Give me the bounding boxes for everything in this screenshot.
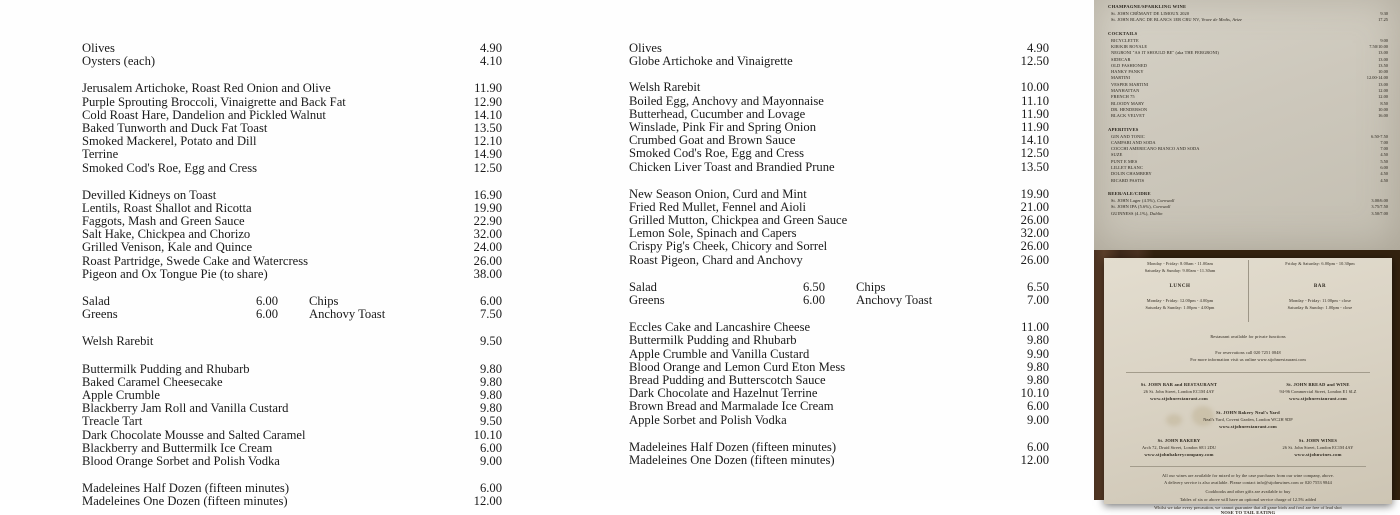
- menu-item-name: Buttermilk Pudding and Rhubarb: [82, 361, 250, 376]
- menu-item-price: 12.50: [1020, 146, 1049, 161]
- menu-item-name: Lemon Sole, Spinach and Capers: [629, 226, 797, 241]
- drinks-item-price: 6.50-7.50: [1371, 133, 1388, 139]
- menu-item-price: 6.00: [1026, 399, 1049, 414]
- drinks-item-name: HANKY PANKY: [1111, 69, 1144, 75]
- drinks-item-price: 3.00/6.00: [1371, 197, 1388, 203]
- menu-row: [629, 334, 1049, 347]
- menu-item-name: Madeleines One Dozen (fifteen minutes): [629, 452, 835, 467]
- menu-row: [629, 400, 1049, 413]
- menu-item-name: Grilled Venison, Kale and Quince: [82, 240, 253, 255]
- menu-item-name: Madeleines Half Dozen (fifteen minutes): [629, 439, 837, 454]
- menu-item-name: Smoked Cod's Roe, Egg and Cress: [82, 160, 258, 175]
- menu-row: [629, 188, 1049, 201]
- venue-website: www.stjohnrestaurant.com: [1219, 424, 1277, 429]
- column-divider: [1248, 260, 1249, 322]
- menu-item-price: 11.90: [1021, 119, 1049, 134]
- drinks-item-price: 4.50: [1380, 152, 1388, 158]
- menu-item-name: Terrine: [82, 147, 119, 162]
- menu-item-name: Blackberry and Buttermilk Ice Cream: [82, 440, 273, 455]
- drinks-item-producer: Cornwall: [1155, 197, 1175, 203]
- drinks-item-name: GIN AND TONIC: [1111, 133, 1145, 139]
- menu-item-price: 24.00: [473, 240, 502, 255]
- menu-item-price: 26.00: [1020, 239, 1049, 254]
- menu-item-price: 21.00: [1020, 199, 1049, 214]
- drinks-item-name: SIDECAR: [1111, 56, 1131, 62]
- menu-item-name: Baked Tunworth and Duck Fat Toast: [82, 120, 268, 135]
- menu-item-price: 9.80: [479, 374, 502, 389]
- drinks-item-name: DR. HENDERSON: [1111, 106, 1148, 112]
- menu-row: [629, 55, 1049, 68]
- menu-item-name: Boiled Egg, Anchovy and Mayonnaise: [629, 93, 824, 108]
- menu-item-price: 9.50: [479, 414, 502, 429]
- drinks-item-producer: Cornwall: [1151, 204, 1171, 210]
- menu-item-name: Smoked Mackerel, Potato and Dill: [82, 134, 257, 149]
- menu-item-price: 9.80: [479, 361, 502, 376]
- menu-item-price: 9.00: [479, 453, 502, 468]
- drinks-item-name: St. JOHN IPA (5.6%), Cornwall: [1111, 204, 1171, 210]
- menu-item-price: 38.00: [473, 266, 502, 281]
- menu-item-price: 4.10: [479, 54, 502, 69]
- drinks-item-price: 7.50/10.00: [1369, 43, 1388, 49]
- menu-item-name: Fried Red Mullet, Fennel and Aioli: [629, 199, 806, 214]
- more-info-note: For more information visit us online www.stjohnrestaurant.com: [1190, 357, 1306, 362]
- menu-row: [82, 495, 502, 508]
- menu-item-price: 9.80: [1026, 372, 1049, 387]
- stain-mark: [1192, 406, 1214, 426]
- drinks-item-name: PUNT E MES: [1111, 158, 1138, 164]
- drinks-item-price: 9.00: [1380, 37, 1388, 43]
- drinks-item-name: NEGRONI "AS IT SHOULD BE" (aka THE FERGRONI): [1111, 50, 1219, 56]
- menu-row: [82, 376, 502, 389]
- menu-item-name: Welsh Rarebit: [629, 80, 701, 95]
- menu-row: [82, 442, 502, 455]
- menu-row: [82, 162, 502, 175]
- menu-item-name: Salt Hake, Chickpea and Chorizo: [82, 227, 251, 242]
- menu-group-sides-left: [82, 295, 502, 321]
- menu-item-name: Dark Chocolate Mousse and Salted Caramel: [82, 427, 306, 442]
- menu-item-name: Grilled Mutton, Chickpea and Green Sauce: [629, 213, 848, 228]
- menu-item-name: Jerusalem Artichoke, Roast Red Onion and Olive: [82, 81, 331, 96]
- group-gap: [82, 281, 502, 295]
- venue-website: www.stjohnrestaurant.com: [1150, 396, 1208, 401]
- venue-name: St. JOHN BAR and RESTAURANT: [1140, 382, 1218, 387]
- bar-hours-weekday: Monday - Friday: 11.00pm - close: [1289, 298, 1351, 303]
- menu-item-price: 9.00: [1026, 412, 1049, 427]
- menu-item-price: 4.90: [1026, 41, 1049, 55]
- menu-row: [629, 348, 1049, 361]
- menu-row: [629, 441, 1049, 454]
- menu-item-name: Apple Crumble: [82, 387, 160, 402]
- drinks-item-price: 5.50: [1380, 158, 1388, 164]
- drinks-item-price: 10.00: [1378, 106, 1388, 112]
- drinks-item-name: BLACK VELVET: [1111, 113, 1145, 119]
- venue-website: www.stjohnrestaurant.com: [1289, 396, 1347, 401]
- menu-group-madeleines-right: [629, 441, 1049, 467]
- side-name: Salad: [82, 294, 110, 308]
- menu-item-price: 14.10: [473, 107, 502, 122]
- drinks-item-price: 12.00: [1378, 88, 1388, 93]
- side-price: 7.50: [479, 307, 502, 322]
- menu-item-price: 19.90: [473, 200, 502, 215]
- menu-row: [82, 335, 502, 348]
- menu-item-price: 14.10: [1020, 133, 1049, 148]
- menu-item-price: 9.80: [1026, 359, 1049, 374]
- menu-item-name: Buttermilk Pudding and Rhubarb: [629, 333, 797, 348]
- menu-item-name: Crispy Pig's Cheek, Chicory and Sorrel: [629, 239, 828, 254]
- drinks-item-price: 7.00: [1380, 146, 1388, 152]
- drinks-item-name: CAMPARI AND SODA: [1111, 139, 1156, 145]
- menu-item-price: 9.90: [1026, 346, 1049, 361]
- drinks-item-name: DOLIN CHAMBERY: [1111, 171, 1152, 177]
- menu-item-price: 19.90: [1020, 186, 1049, 201]
- menu-item-name: Faggots, Mash and Green Sauce: [82, 214, 245, 229]
- menu-item-name: Olives: [629, 41, 662, 55]
- menu-item-price: 26.00: [1020, 252, 1049, 267]
- bar-hours-weekend: Saturday & Sunday: 1.00pm - close: [1287, 305, 1353, 310]
- menu-item-price: 6.00: [479, 440, 502, 455]
- side-name: Salad: [629, 279, 657, 294]
- menu-row: [82, 402, 502, 415]
- drinks-item-price: 7.00: [1380, 139, 1388, 145]
- menu-item-price: 11.00: [1021, 320, 1049, 335]
- menu-item-name: Bread Pudding and Butterscotch Sauce: [629, 372, 826, 387]
- hours-dinner-weekend: Friday & Saturday: 6.00pm - 10.30pm: [1285, 261, 1355, 266]
- footnote-service-charge: Tables of six or above will have an optional service charge of 12.5% added: [1179, 497, 1317, 502]
- private-functions-note: Restaurant available for private functions: [1210, 334, 1286, 339]
- menu-item-name: Roast Partridge, Swede Cake and Watercress: [82, 253, 309, 268]
- drinks-item-name: LILLET BLANC: [1111, 165, 1143, 170]
- menu-item-name: Madeleines Half Dozen (fifteen minutes): [82, 481, 290, 496]
- menu-item-price: 26.00: [1020, 213, 1049, 228]
- drinks-item-price: 12.00-14.00: [1366, 75, 1388, 81]
- menu-item-name: Cold Roast Hare, Dandelion and Pickled Walnut: [82, 107, 326, 122]
- menu-item-name: Apple Sorbet and Polish Vodka: [629, 412, 787, 427]
- drinks-section-heading: APERITIVES: [1108, 126, 1139, 132]
- menu-item-name: New Season Onion, Curd and Mint: [629, 186, 807, 201]
- venue-name: St. JOHN Bakery Neal's Yard: [1216, 410, 1280, 415]
- menu-item-price: 32.00: [473, 227, 502, 242]
- menu-group-starters-left: [82, 82, 502, 174]
- drinks-item-name: MARTINI: [1111, 75, 1131, 81]
- footnote-lead-shot: Whilst we take every precaution, we cannot guarantee that all game birds and fowl are free of lead shot: [1154, 505, 1342, 510]
- venue-address: 26 St. John Street, London EC1M 4AY: [1143, 389, 1215, 394]
- menu-group-desserts-left: [82, 363, 502, 469]
- menu-row: [629, 81, 1049, 94]
- drinks-section-heading: BEER/ALE/CIDRE: [1108, 190, 1151, 196]
- menu-item-price: 12.00: [1020, 452, 1049, 467]
- menu-item-price: 12.50: [473, 160, 502, 175]
- menu-item-name: Globe Artichoke and Vinaigrette: [629, 54, 793, 69]
- menu-row-side-pair: [629, 281, 1049, 294]
- drinks-item-price: 13.00: [1378, 50, 1388, 56]
- footnote-wine-cases: All our wines are available for mixed or by the case purchases from our wine company, above.: [1162, 473, 1334, 478]
- menu-item-name: Brown Bread and Marmalade Ice Cream: [629, 399, 834, 414]
- menu-item-price: 6.00: [479, 481, 502, 496]
- menu-group-starters-right: [629, 81, 1049, 173]
- menu-item-name: Apple Crumble and Vanilla Custard: [629, 346, 810, 361]
- drinks-item-name: St. JOHN CRÉMANT DE LIMOUX 2020: [1111, 11, 1190, 16]
- menu-row: [82, 363, 502, 376]
- venue-address: 26 St. John Street, London EC1M 4AY: [1282, 445, 1354, 450]
- menu-item-price: 13.50: [473, 120, 502, 135]
- menu-row: [82, 82, 502, 95]
- drinks-item-name: FRENCH 75: [1111, 94, 1135, 100]
- menu-item-price: 9.80: [479, 387, 502, 402]
- menu-item-price: 12.00: [473, 494, 502, 509]
- menu-item-price: 9.80: [479, 401, 502, 416]
- menu-row: [629, 161, 1049, 174]
- menu-item-price: 9.50: [479, 334, 502, 349]
- side-price: 6.00: [802, 293, 825, 307]
- menu-item-name: Olives: [82, 41, 115, 55]
- menu-group-snacks-right: [629, 42, 1049, 68]
- drinks-item-price: 13.00: [1378, 56, 1388, 62]
- venue-address: 94-96 Commercial Street, London E1 6LZ: [1279, 389, 1357, 394]
- menu-group-rarebit-left: [82, 335, 502, 348]
- drinks-item-price: 4.50: [1380, 177, 1388, 183]
- drinks-item-price: 3.50/7.00: [1371, 210, 1388, 216]
- menu-row: [82, 189, 502, 202]
- menu-row: [82, 455, 502, 468]
- menu-group-desserts-right: [629, 321, 1049, 427]
- drinks-item-name: VESPER MARTINI: [1111, 81, 1149, 87]
- menu-item-name: Winslade, Pink Fir and Spring Onion: [629, 119, 816, 134]
- drinks-item-price: 12.00: [1378, 94, 1388, 100]
- menu-item-name: Butterhead, Cucumber and Lovage: [629, 106, 806, 121]
- menu-row-side-pair: [629, 294, 1049, 307]
- lunch-heading: LUNCH: [1169, 284, 1191, 289]
- venue-address: Neal's Yard, Covent Garden, London WC2H 9DP: [1203, 417, 1293, 422]
- menu-item-price: 11.10: [1021, 93, 1049, 108]
- drinks-item-price: 17.25: [1378, 17, 1388, 23]
- side-name: Anchovy Toast: [309, 307, 386, 322]
- menu-row-side-pair: [82, 295, 502, 308]
- drinks-list-photo: [1094, 0, 1400, 250]
- drinks-item-price: 16.00: [1378, 113, 1388, 119]
- venue-address: Arch 72, Druid Street, London SE1 2DU: [1141, 445, 1217, 450]
- drinks-item-price: 13.00: [1378, 81, 1388, 87]
- menu-group-snacks-left: [82, 42, 502, 68]
- menu-row: [82, 415, 502, 428]
- side-price: 7.00: [1026, 293, 1049, 307]
- group-gap: [629, 307, 1049, 321]
- drinks-item-name: KIR/KIR ROYALE: [1111, 43, 1148, 49]
- menu-row: [82, 255, 502, 268]
- menu-item-price: 11.90: [1021, 106, 1049, 121]
- menu-row: [82, 148, 502, 161]
- drinks-section-heading: COCKTAILS: [1108, 30, 1138, 36]
- drinks-item-price: 6.00: [1380, 165, 1388, 170]
- menu-item-price: 4.90: [479, 41, 502, 55]
- footnote-delivery: A delivery service is also available. Please contact info@stjohnwines.com or 020 7553 9844: [1164, 480, 1332, 485]
- group-gap: [82, 175, 502, 189]
- menu-item-name: Baked Caramel Cheesecake: [82, 374, 223, 389]
- section-divider: [1126, 372, 1370, 373]
- group-gap: [82, 68, 502, 82]
- menu-item-name: Blood Orange Sorbet and Polish Vodka: [82, 453, 280, 468]
- drinks-item-name: COCCHI AMERICANO BIANCO AND SODA: [1111, 146, 1200, 152]
- menu-item-price: 6.00: [1026, 439, 1049, 454]
- menu-item-name: Dark Chocolate and Hazelnut Terrine: [629, 386, 818, 401]
- venue-name: St. JOHN BREAD and WINE: [1286, 382, 1350, 387]
- motto: NOSE TO TAIL EATING: [1220, 510, 1276, 515]
- side-price: 6.50: [802, 279, 825, 294]
- drinks-item-price: 4.50: [1380, 171, 1388, 177]
- menu-item-price: 13.50: [1020, 159, 1049, 174]
- menu-item-name: Treacle Tart: [82, 414, 143, 429]
- menu-item-price: 10.00: [1020, 80, 1049, 95]
- footnote-cookbooks: Cookbooks and other gifts are available to buy: [1205, 489, 1291, 494]
- menu-item-name: Purple Sprouting Broccoli, Vinaigrette and Back Fat: [82, 94, 346, 109]
- drinks-item-name: BLOODY MARY: [1111, 100, 1145, 106]
- menu-row: [629, 414, 1049, 427]
- drinks-item-price: 10.00: [1378, 69, 1388, 75]
- side-price: 6.00: [479, 294, 502, 308]
- menu-item-price: 12.50: [1020, 54, 1049, 69]
- group-gap: [82, 349, 502, 363]
- venue-name: St. JOHN BAKERY: [1157, 438, 1201, 443]
- menu-row: [629, 254, 1049, 267]
- drinks-item-name: SUZE: [1111, 152, 1123, 158]
- venue-name: St. JOHN WINES: [1298, 438, 1338, 443]
- menu-item-price: 11.90: [474, 81, 502, 96]
- side-price: 6.50: [1026, 279, 1049, 294]
- venue-website: www.stjohnwines.com: [1294, 452, 1342, 457]
- side-name: Greens: [629, 293, 665, 307]
- bar-heading: BAR: [1313, 284, 1327, 289]
- drinks-item-name: MANHATTAN: [1111, 88, 1140, 93]
- menu-item-name: Eccles Cake and Lancashire Cheese: [629, 320, 811, 335]
- drinks-item-price: 3.75/7.50: [1371, 204, 1388, 210]
- lunch-hours-weekend: Saturday & Sunday: 1.00pm - 4.00pm: [1145, 305, 1215, 310]
- drinks-item-price: 13.50: [1378, 62, 1388, 68]
- side-name: Greens: [82, 307, 118, 322]
- menu-item-name: Roast Pigeon, Chard and Anchovy: [629, 252, 803, 267]
- menu-item-price: 12.10: [473, 134, 502, 149]
- info-card-photo: [1094, 250, 1400, 515]
- side-price: 6.00: [255, 294, 278, 308]
- venue-website: www.stjohnbakerycompany.com: [1144, 452, 1214, 457]
- menu-row: [82, 109, 502, 122]
- menu-item-price: 22.90: [473, 214, 502, 229]
- side-price: 6.00: [255, 307, 278, 322]
- menu-group-madeleines-left: [82, 482, 502, 508]
- menu-item-name: Devilled Kidneys on Toast: [82, 187, 217, 202]
- menu-item-price: 12.90: [473, 94, 502, 109]
- group-gap: [629, 267, 1049, 281]
- menu-row: [82, 268, 502, 281]
- menu-item-price: 16.90: [473, 187, 502, 202]
- menu-item-name: Blackberry Jam Roll and Vanilla Custard: [82, 401, 289, 416]
- group-gap: [82, 321, 502, 335]
- group-gap: [82, 468, 502, 482]
- drinks-item-name: RICARD PASTIS: [1111, 177, 1145, 183]
- hours-breakfast-weekday: Monday - Friday: 8.00am - 11.00am: [1147, 261, 1213, 266]
- hours-breakfast-weekend: Saturday & Sunday: 9.00am - 11.30am: [1144, 268, 1216, 273]
- menu-item-price: 14.90: [473, 147, 502, 162]
- menu-item-name: Lentils, Roast Shallot and Ricotta: [82, 200, 252, 215]
- menu-item-name: Smoked Cod's Roe, Egg and Cress: [629, 146, 805, 161]
- menu-column-right: [629, 42, 1049, 467]
- menu-row: [82, 135, 502, 148]
- drinks-item-name: GUINNESS (4.1%), Dublin: [1111, 210, 1163, 216]
- drinks-item-name: St. JOHN BLANC DE BLANCS 1ER CRU NV, Veuve de Medts, Avize: [1111, 17, 1243, 23]
- group-gap: [629, 427, 1049, 441]
- menu-row: [629, 240, 1049, 253]
- side-name: Chips: [856, 279, 886, 294]
- drinks-item-name: St. JOHN Lager (4.5%), Cornwall: [1111, 197, 1175, 203]
- side-name: Chips: [309, 294, 339, 308]
- lunch-hours-weekday: Monday - Friday: 12.00pm - 4.00pm: [1146, 298, 1214, 303]
- menu-group-mains-right: [629, 188, 1049, 267]
- menu-row: [82, 429, 502, 442]
- side-name: Anchovy Toast: [856, 293, 933, 307]
- footer-divider: [1130, 466, 1366, 467]
- menu-group-mains-left: [82, 189, 502, 281]
- info-card: [1104, 258, 1392, 515]
- menu-item-name: Welsh Rarebit: [82, 334, 154, 349]
- drinks-section-heading: CHAMPAGNE/SPARKLING WINE: [1108, 4, 1187, 9]
- menu-row: [629, 361, 1049, 374]
- drinks-item-price: 8.50: [1380, 100, 1388, 106]
- menu-item-name: Chicken Liver Toast and Brandied Prune: [629, 159, 835, 174]
- menu-item-price: 26.00: [473, 253, 502, 268]
- menu-group-sides-right: [629, 281, 1049, 307]
- menu-item-price: 32.00: [1020, 226, 1049, 241]
- menu-item-name: Oysters (each): [82, 54, 156, 69]
- menu-row: [82, 55, 502, 68]
- menu-item-name: Pigeon and Ox Tongue Pie (to share): [82, 266, 268, 281]
- menu-item-name: Madeleines One Dozen (fifteen minutes): [82, 494, 288, 509]
- menu-row: [629, 108, 1049, 121]
- drinks-item-name: BICYCLETTE: [1111, 37, 1139, 43]
- menu-item-price: 10.10: [1020, 386, 1049, 401]
- menu-row: [629, 147, 1049, 160]
- drinks-item-name: OLD FASHIONED: [1111, 62, 1147, 68]
- menu-item-name: Crumbed Goat and Brown Sauce: [629, 133, 796, 148]
- menu-item-price: 9.80: [1026, 333, 1049, 348]
- menu-row: [82, 241, 502, 254]
- drinks-item-price: 9.30: [1380, 11, 1388, 16]
- reservations-note: For reservations call 020 7251 0848: [1215, 350, 1281, 355]
- menu-row-side-pair: [82, 308, 502, 321]
- menu-item-price: 10.10: [473, 427, 502, 442]
- menu-item-name: Blood Orange and Lemon Curd Eton Mess: [629, 359, 846, 374]
- drinks-item-producer: Veuve de Medts, Avize: [1200, 17, 1243, 23]
- menu-row: [82, 96, 502, 109]
- menu-row: [629, 95, 1049, 108]
- group-gap: [629, 174, 1049, 188]
- menu-column-left: [82, 42, 502, 508]
- menu-row: [629, 454, 1049, 467]
- drinks-item-producer: Dublin: [1148, 210, 1163, 216]
